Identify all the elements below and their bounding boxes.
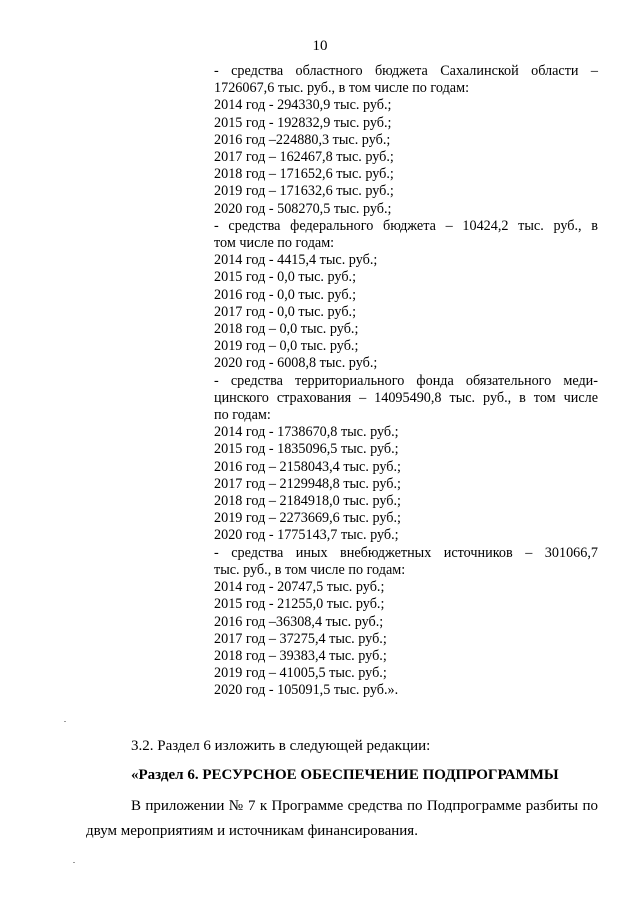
year-amount-line: 2016 год – 2158043,4 тыс. руб.; xyxy=(214,458,401,475)
funding-group-federal-budget xyxy=(214,218,598,373)
year-amount-line: 2014 год - 4415,4 тыс. руб.; xyxy=(214,252,378,269)
group-intro-line: том числе по годам: xyxy=(214,235,335,252)
year-amount-line: 2020 год - 1775143,7 тыс. руб.; xyxy=(214,527,399,544)
year-amount-line: 2018 год – 171652,6 тыс. руб.; xyxy=(214,166,394,183)
year-amount-line: 2018 год – 39383,4 тыс. руб.; xyxy=(214,647,387,664)
group-intro-line: - средства территориального фонда обязательного меди- xyxy=(214,372,598,389)
year-amount-line: 2016 год –36308,4 тыс. руб.; xyxy=(214,613,384,630)
year-amount-line: 2020 год - 6008,8 тыс. руб.; xyxy=(214,355,378,372)
year-amount-line: 2015 год - 21255,0 тыс. руб.; xyxy=(214,596,385,613)
scan-dot xyxy=(73,862,75,863)
year-amount-line: 2014 год - 294330,9 тыс. руб.; xyxy=(214,97,392,114)
year-amount-line: 2016 год –224880,3 тыс. руб.; xyxy=(214,131,391,148)
year-amount-line: 2017 год – 162467,8 тыс. руб.; xyxy=(214,149,394,166)
year-amount-line: 2015 год - 1835096,5 тыс. руб.; xyxy=(214,441,399,458)
year-amount-line: 2014 год - 20747,5 тыс. руб.; xyxy=(214,579,385,596)
year-amount-line: 2015 год - 192832,9 тыс. руб.; xyxy=(214,114,392,131)
year-amount-line: 2019 год – 41005,5 тыс. руб.; xyxy=(214,665,387,682)
year-amount-line: 2020 год - 508270,5 тыс. руб.; xyxy=(214,200,392,217)
group-intro-line: - средства иных внебюджетных источников – 301066,7 xyxy=(214,544,598,561)
group-intro-line: - средства областного бюджета Сахалинской области – xyxy=(214,63,598,79)
year-amount-line: 2019 год – 0,0 тыс. руб.; xyxy=(214,338,359,355)
funding-group-health-insurance-fund xyxy=(214,373,598,545)
group-intro-line: 1726067,6 тыс. руб., в том числе по годам: xyxy=(214,80,470,97)
year-amount-line: 2017 год - 0,0 тыс. руб.; xyxy=(214,303,357,320)
section-instruction: 3.2. Раздел 6 изложить в следующей редакции: xyxy=(131,738,431,754)
year-amount-line: 2016 год - 0,0 тыс. руб.; xyxy=(214,286,357,303)
page-number: 10 xyxy=(312,38,328,54)
year-amount-line: 2018 год – 0,0 тыс. руб.; xyxy=(214,321,359,338)
funding-group-extrabudgetary xyxy=(214,545,598,700)
year-amount-line: 2019 год – 2273669,6 тыс. руб.; xyxy=(214,510,401,527)
funding-group-regional-budget xyxy=(214,63,598,218)
group-intro-line: цинского страхования – 14095490,8 тыс. руб., в том числе xyxy=(214,389,598,406)
funding-sources-list xyxy=(214,63,598,700)
year-amount-line: 2018 год – 2184918,0 тыс. руб.; xyxy=(214,493,401,510)
year-amount-line: 2014 год - 1738670,8 тыс. руб.; xyxy=(214,424,399,441)
scan-dot xyxy=(64,721,66,722)
paragraph-line: В приложении № 7 к Программе средства по Подпрограмме разбиты по xyxy=(131,798,598,814)
year-amount-line: 2019 год – 171632,6 тыс. руб.; xyxy=(214,183,394,200)
section-heading: «Раздел 6. РЕСУРСНОЕ ОБЕСПЕЧЕНИЕ ПОДПРОГРАММЫ xyxy=(131,767,559,783)
group-intro-line: по годам: xyxy=(214,407,271,424)
group-intro-line: - средства федерального бюджета – 10424,2 тыс. руб., в xyxy=(214,217,598,234)
year-amount-line: 2015 год - 0,0 тыс. руб.; xyxy=(214,269,357,286)
year-amount-line: 2017 год – 37275,4 тыс. руб.; xyxy=(214,630,387,647)
year-amount-line: 2017 год – 2129948,8 тыс. руб.; xyxy=(214,475,401,492)
paragraph-line: двум мероприятиям и источникам финансирования. xyxy=(86,823,418,839)
year-amount-line: 2020 год - 105091,5 тыс. руб.». xyxy=(214,682,399,699)
section-paragraph xyxy=(86,794,598,844)
group-intro-line: тыс. руб., в том числе по годам: xyxy=(214,561,406,578)
